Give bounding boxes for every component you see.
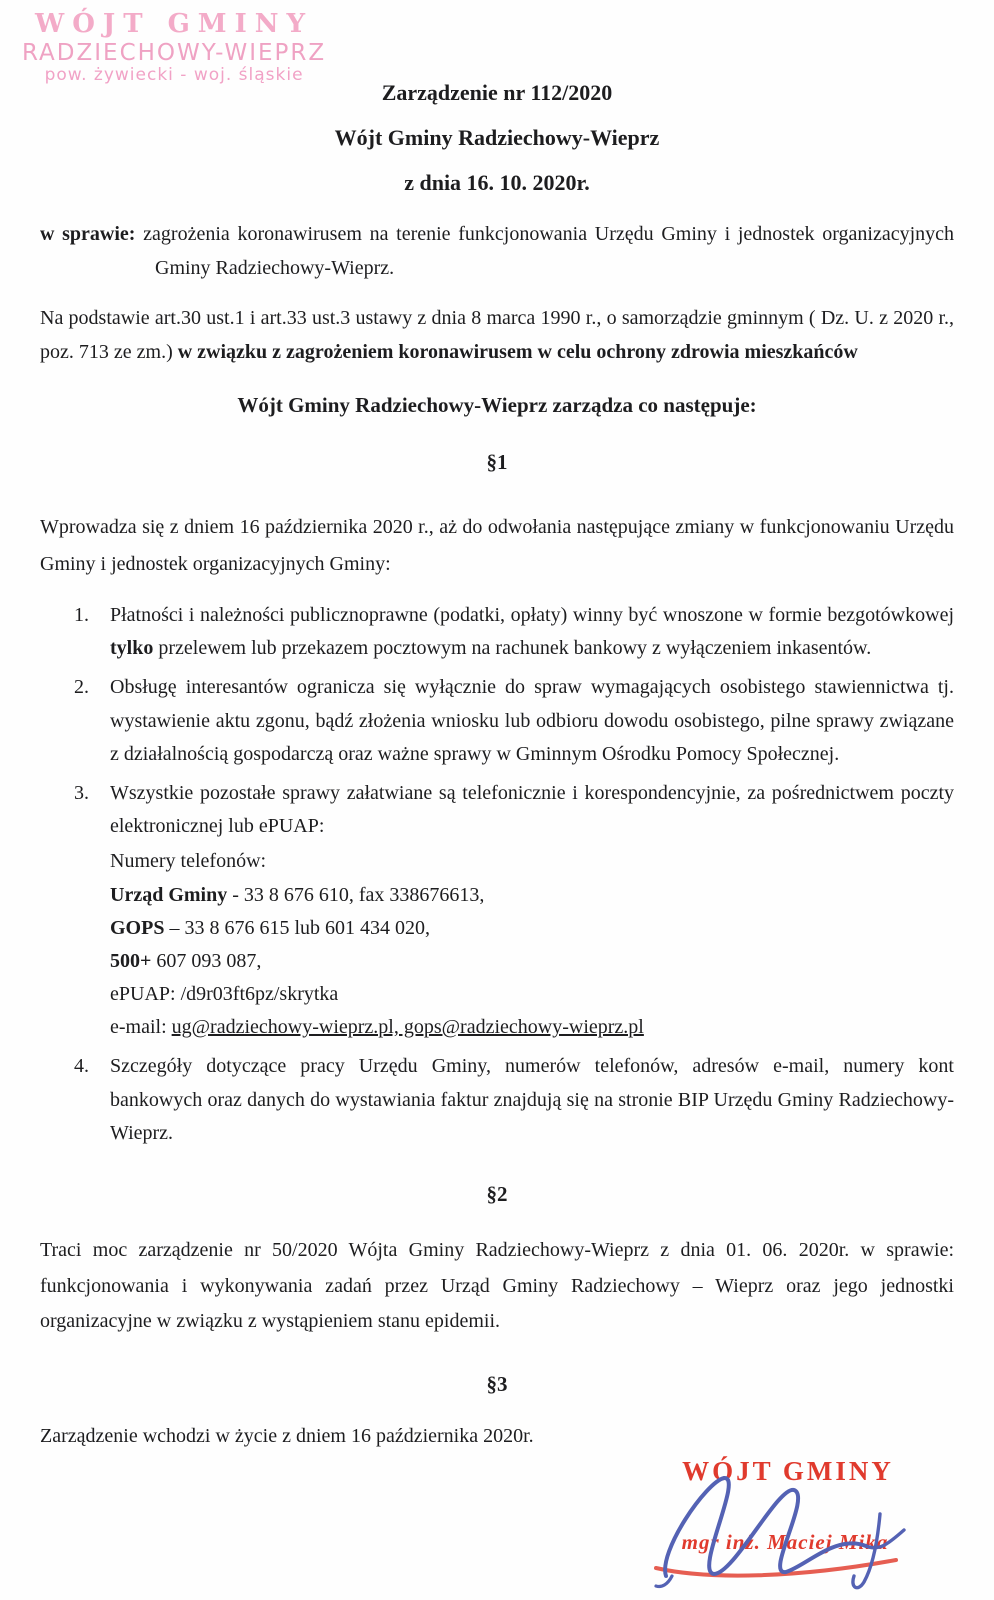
500plus-phone-line <box>110 945 954 978</box>
subject-paragraph <box>40 217 954 285</box>
order-intro-line: Wójt Gminy Radziechowy-Wieprz zarządza co następuje: <box>237 393 757 417</box>
ug-numbers: - 33 8 676 610, fax 338676613, <box>227 883 485 906</box>
item-number: 2. <box>74 676 89 699</box>
epuap-line: ePUAP: /d9r03ft6pz/skrytka <box>110 983 339 1006</box>
item-text-bold: tylko <box>110 637 154 660</box>
subject-text: zagrożenia koronawirusem na terenie funkcjonowania Urzędu Gminy i jednostek organizacyjnych Gminy Radziechowy-Wieprz. <box>135 223 955 279</box>
legal-basis-text: Na podstawie art.30 ust.1 i art.33 ust.3 ustawy z dnia 8 marca 1990 r., o samorządzie gminnym ( Dz. U. z 2020 r., poz. 713 ze zm.) <box>40 307 954 363</box>
section-2-paragraph: Traci moc zarządzenie nr 50/2020 Wójta Gminy Radziechowy-Wieprz z dnia 01. 06. 2020r. w sprawie: funkcjonowania i wykonywania zadań przez Urząd Gminy Radziechowy – Wieprz oraz jego jednostki organizacyjne w związku z wystąpieniem stanu epidemii. <box>40 1239 954 1333</box>
email-addresses: ug@radziechowy-wieprz.pl, gops@radziechowy-wieprz.pl <box>171 1016 644 1039</box>
section-1-intro: Wprowadza się z dniem 16 października 2020 r., aż do odwołania następujące zmiany w funkcjonowaniu Urzędu Gminy i jednostek organizacyjnych Gminy: <box>40 516 954 575</box>
issuing-authority: Wójt Gminy Radziechowy-Wieprz <box>334 125 660 150</box>
section-3-mark: §3 <box>486 1371 508 1396</box>
ug-label: Urząd Gminy <box>110 883 228 906</box>
section-1-mark: §1 <box>486 450 508 474</box>
signature-block <box>628 1456 948 1594</box>
item-text <box>110 599 954 665</box>
500plus-number: 607 093 087, <box>151 949 262 972</box>
list-item-1 <box>74 599 954 665</box>
phones-heading: Numery telefonów: <box>110 850 267 873</box>
ordered-list <box>74 599 954 1150</box>
gops-numbers: – 33 8 676 615 lub 601 434 020, <box>164 916 431 939</box>
stamp-office-line: WÓJT GMINY <box>35 9 314 39</box>
stamp-gmina-line: RADZIECHOWY-WIEPRZ <box>22 39 327 66</box>
item-text-post: przelewem lub przekazem pocztowym na rachunek bankowy z wyłączeniem inkasentów. <box>153 637 872 660</box>
item-text: Obsługę interesantów ogranicza się wyłącznie do spraw wymagających osobistego stawiennictwa tj. wystawienie aktu zgonu, bądź złożenia wniosku lub odbioru dowodu osobistego, pilne sprawy związane z działalnością gospodarczą oraz ważne sprawy w Gminnym Ośrodku Pomocy Społecznej. <box>110 676 954 765</box>
section-3-paragraph: Zarządzenie wchodzi w życie z dniem 16 października 2020r. <box>40 1424 534 1447</box>
gops-label: GOPS <box>110 916 165 939</box>
contact-lines <box>110 845 954 1044</box>
list-item-2 <box>74 671 954 771</box>
signature-name-stamp: mgr inż. Maciej Mika <box>681 1530 889 1554</box>
stamp-district-line: pow. żywiecki - woj. śląskie <box>44 65 304 86</box>
ug-phone-line <box>110 879 954 912</box>
500plus-label: 500+ <box>110 949 152 972</box>
item-text-pre: Płatności i należności publicznoprawne (podatki, opłaty) winny być wnoszone w formie bezgotówkowej <box>110 604 954 626</box>
item-text <box>110 777 954 1045</box>
document-title: Zarządzenie nr 112/2020 <box>381 80 613 105</box>
item-text: Szczegóły dotyczące pracy Urzędu Gminy, numerów telefonów, adresów e-mail, numery kont bankowych oraz danych do wystawiania faktur znajdują się na stronie BIP Urzędu Gminy Radziechowy-Wieprz. <box>110 1055 954 1144</box>
municipal-header-stamp <box>22 10 326 86</box>
subject-label: w sprawie: <box>40 223 136 245</box>
gops-phone-line <box>110 912 954 945</box>
item-number: 3. <box>74 781 89 804</box>
section-2-mark: §2 <box>486 1182 508 1206</box>
item-text-main: Wszystkie pozostałe sprawy załatwiane są telefonicznie i korespondencyjnie, za pośrednictwem poczty elektronicznej lub ePUAP: <box>110 781 954 838</box>
email-line <box>110 1011 954 1044</box>
signature-office-stamp: WÓJT GMINY <box>682 1456 894 1486</box>
item-number: 1. <box>74 604 89 626</box>
legal-basis-paragraph <box>40 301 954 369</box>
legal-basis-bold-text: w związku z zagrożeniem koronawirusem w celu ochrony zdrowia mieszkańców <box>177 341 858 363</box>
list-item-3 <box>74 777 954 1045</box>
list-item-4 <box>74 1050 954 1150</box>
document-date: z dnia 16. 10. 2020r. <box>404 170 590 195</box>
email-label: e-mail: <box>110 1016 172 1039</box>
item-number: 4. <box>74 1055 89 1078</box>
